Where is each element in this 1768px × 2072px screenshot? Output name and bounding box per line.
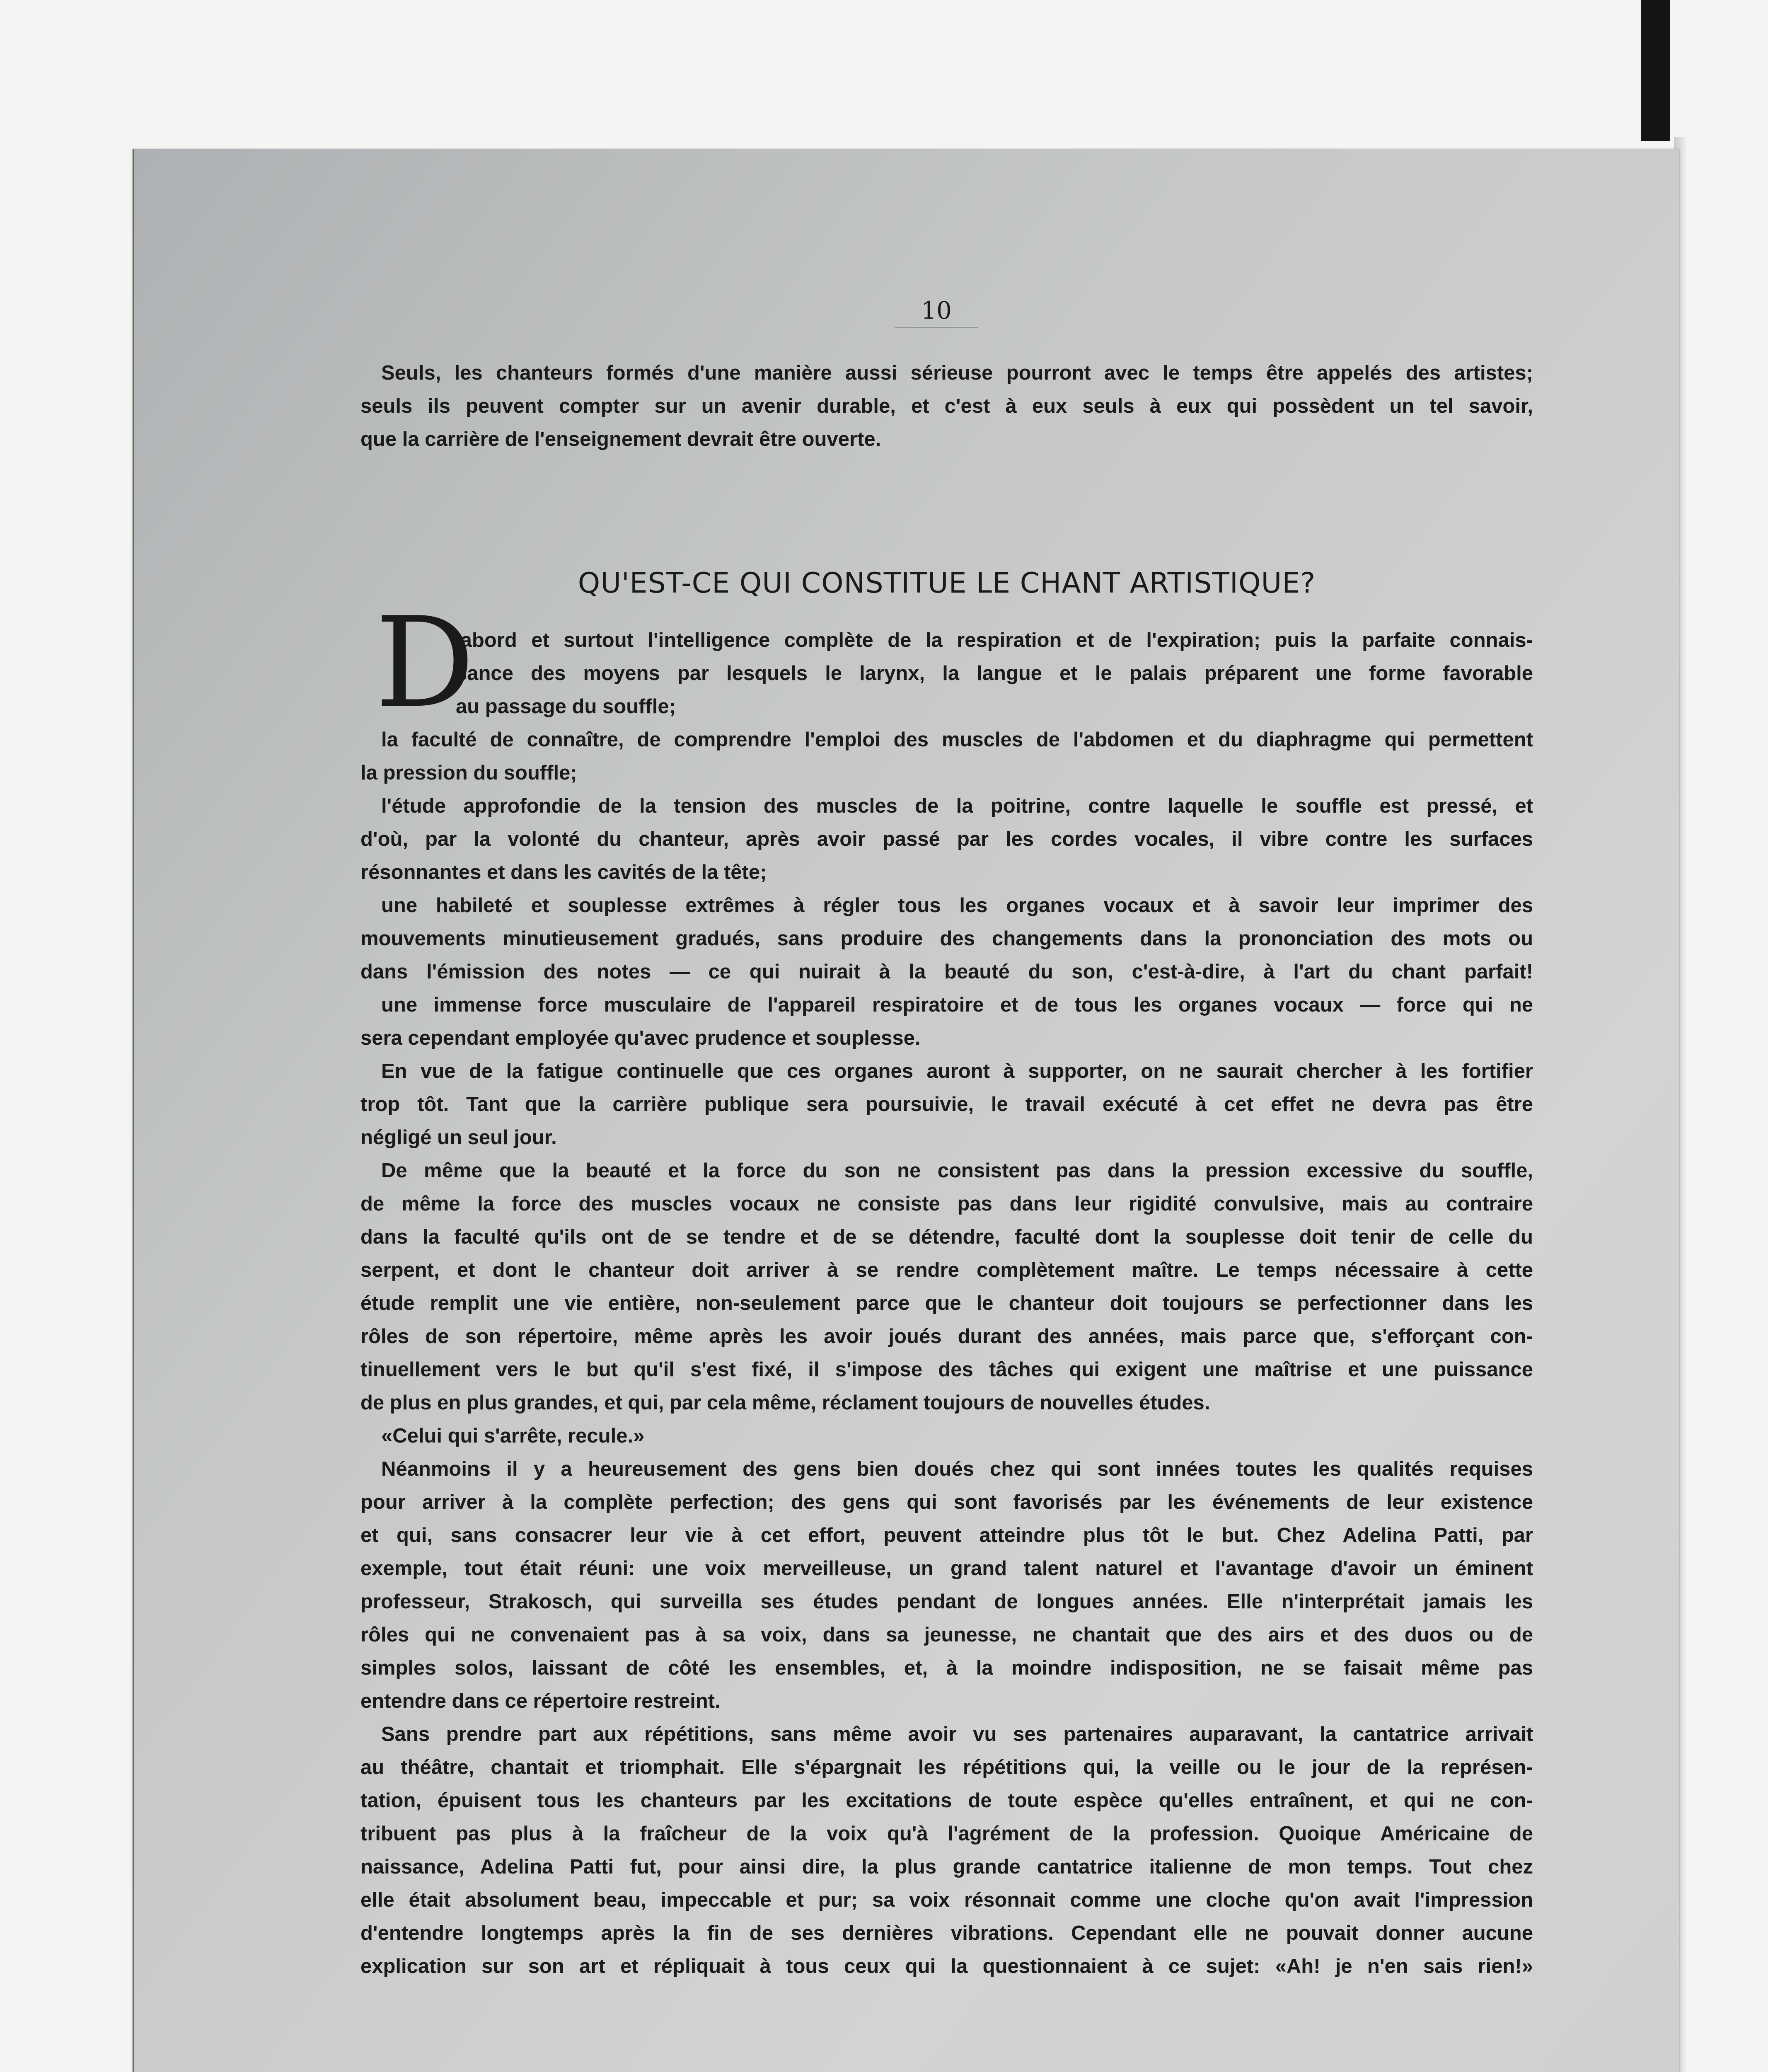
text-line: négligé un seul jour. [360, 1126, 557, 1149]
text-line: De même que la beauté et la force du son ne consistent pas dans la pression excessive du souffle, [381, 1159, 1533, 1182]
text-line: entendre dans ce répertoire restreint. [360, 1690, 721, 1712]
text-line: sera cependant employée qu'avec prudence et souplesse. [360, 1027, 921, 1049]
text-line: la pression du souffle; [360, 762, 577, 784]
drop-cap: D [375, 591, 475, 735]
text-line: 'abord et surtout l'intelligence complète de la respiration et de l'expiration; puis la parfaite connais- [456, 629, 1533, 651]
text-line: «Celui qui s'arrête, recule.» [381, 1425, 645, 1447]
text-line: professeur, Strakosch, qui surveilla ses études pendant de longues années. Elle n'interprétait jamais les [360, 1590, 1533, 1613]
binding-edge-top [1641, 0, 1670, 141]
text-line: résonnantes et dans les cavités de la tête; [360, 861, 767, 884]
text-line: En vue de la fatigue continuelle que ces organes auront à supporter, on ne saurait chercher à les fortifier [381, 1060, 1533, 1082]
text-line: étude remplit une vie entière, non-seulement parce que le chanteur doit toujours se perfectionner dans les [360, 1292, 1533, 1314]
text-line: l'étude approfondie de la tension des muscles de la poitrine, contre laquelle le souffle est pressé, et [381, 795, 1533, 817]
dropcap-paragraph [456, 624, 1533, 723]
text-line: seuls ils peuvent compter sur un avenir durable, et c'est à eux seuls à eux qui possèdent un tel savoir, [360, 395, 1533, 417]
text-line: que la carrière de l'enseignement devrait être ouverte. [360, 428, 881, 450]
section-heading: QU'EST-CE QUI CONSTITUE LE CHANT ARTISTIQUE? [578, 567, 1316, 600]
text-line: naissance, Adelina Patti fut, pour ainsi dire, la plus grande cantatrice italienne de mon temps. Tout chez [360, 1856, 1533, 1878]
text-line: tribuent pas plus à la fraîcheur de la voix qu'à l'agrément de la profession. Quoique Américaine de [360, 1823, 1533, 1845]
text-line: simples solos, laissant de côté les ensembles, et, à la moindre indisposition, ne se faisait même pas [360, 1657, 1533, 1679]
intro-paragraph [360, 356, 1533, 456]
text-line: de plus en plus grandes, et qui, par cela même, réclament toujours de nouvelles études. [360, 1392, 1210, 1414]
text-line: tation, épuisent tous les chanteurs par les excitations de toute espèce qu'elles entraînent, et qui ne con- [360, 1789, 1533, 1812]
text-line: au passage du souffle; [456, 695, 676, 718]
text-line: au théâtre, chantait et triomphait. Elle s'épargnait les répétitions qui, la veille ou le jour de la représen- [360, 1756, 1533, 1779]
page-number: 10 [921, 296, 952, 324]
page-number-rule [895, 327, 978, 328]
text-line: dans la faculté qu'ils ont de se tendre et de se détendre, faculté dont la souplesse doit tenir de celle du [360, 1226, 1533, 1248]
text-line: la faculté de connaître, de comprendre l'emploi des muscles de l'abdomen et du diaphragme qui permettent [381, 729, 1533, 751]
text-line: une habileté et souplesse extrêmes à régler tous les organes vocaux et à savoir leur imprimer des [381, 894, 1533, 917]
text-line: rôles de son répertoire, même après les avoir joués durant des années, mais parce que, s'efforçant con- [360, 1325, 1533, 1348]
text-line: elle était absolument beau, impeccable et pur; sa voix résonnait comme une cloche qu'on avait l'impression [360, 1889, 1533, 1911]
text-line: sance des moyens par lesquels le larynx, la langue et le palais préparent une forme favorable [456, 662, 1533, 685]
text-line: exemple, tout était réuni: une voix merveilleuse, un grand talent naturel et l'avantage d'avoir un éminent [360, 1557, 1533, 1580]
text-line: d'entendre longtemps après la fin de ses dernières vibrations. Cependant elle ne pouvait donner aucune [360, 1922, 1533, 1944]
text-line: mouvements minutieusement gradués, sans produire des changements dans la prononciation des mots ou [360, 927, 1533, 950]
text-line: et qui, sans consacrer leur vie à cet effort, peuvent atteindre plus tôt le but. Chez Adelina Patti, par [360, 1524, 1533, 1547]
text-line: une immense force musculaire de l'appareil respiratoire et de tous les organes vocaux — force qui ne [381, 994, 1533, 1016]
text-line: Sans prendre part aux répétitions, sans même avoir vu ses partenaires auparavant, la cantatrice arrivait [381, 1723, 1533, 1745]
text-line: Seuls, les chanteurs formés d'une manière aussi sérieuse pourront avec le temps être appelés des artistes; [381, 362, 1533, 384]
text-line: tinuellement vers le but qu'il s'est fixé, il s'impose des tâches qui exigent une maîtrise et une puissance [360, 1358, 1533, 1381]
text-line: dans l'émission des notes — ce qui nuirait à la beauté du son, c'est-à-dire, à l'art du chant parfait! [360, 961, 1533, 983]
text-line: Néanmoins il y a heureusement des gens bien doués chez qui sont innées toutes les qualités requises [381, 1458, 1533, 1480]
text-line: d'où, par la volonté du chanteur, après avoir passé par les cordes vocales, il vibre contre les surfaces [360, 828, 1533, 850]
text-line: trop tôt. Tant que la carrière publique sera poursuivie, le travail exécuté à cet effet ne devra pas être [360, 1093, 1533, 1116]
text-line: pour arriver à la complète perfection; des gens qui sont favorisés par les événements de leur existence [360, 1491, 1533, 1513]
text-line: explication sur son art et répliquait à tous ceux qui la questionnaient à ce sujet: «Ah! je n'en sais rien!» [360, 1955, 1533, 1978]
body-text [360, 723, 1533, 1983]
text-line: de même la force des muscles vocaux ne consiste pas dans leur rigidité convulsive, mais au contraire [360, 1193, 1533, 1215]
text-line: serpent, et dont le chanteur doit arriver à se rendre complètement maître. Le temps nécessaire à cette [360, 1259, 1533, 1281]
text-line: rôles qui ne convenaient pas à sa voix, dans sa jeunesse, ne chantait que des airs et des duos ou de [360, 1624, 1533, 1646]
